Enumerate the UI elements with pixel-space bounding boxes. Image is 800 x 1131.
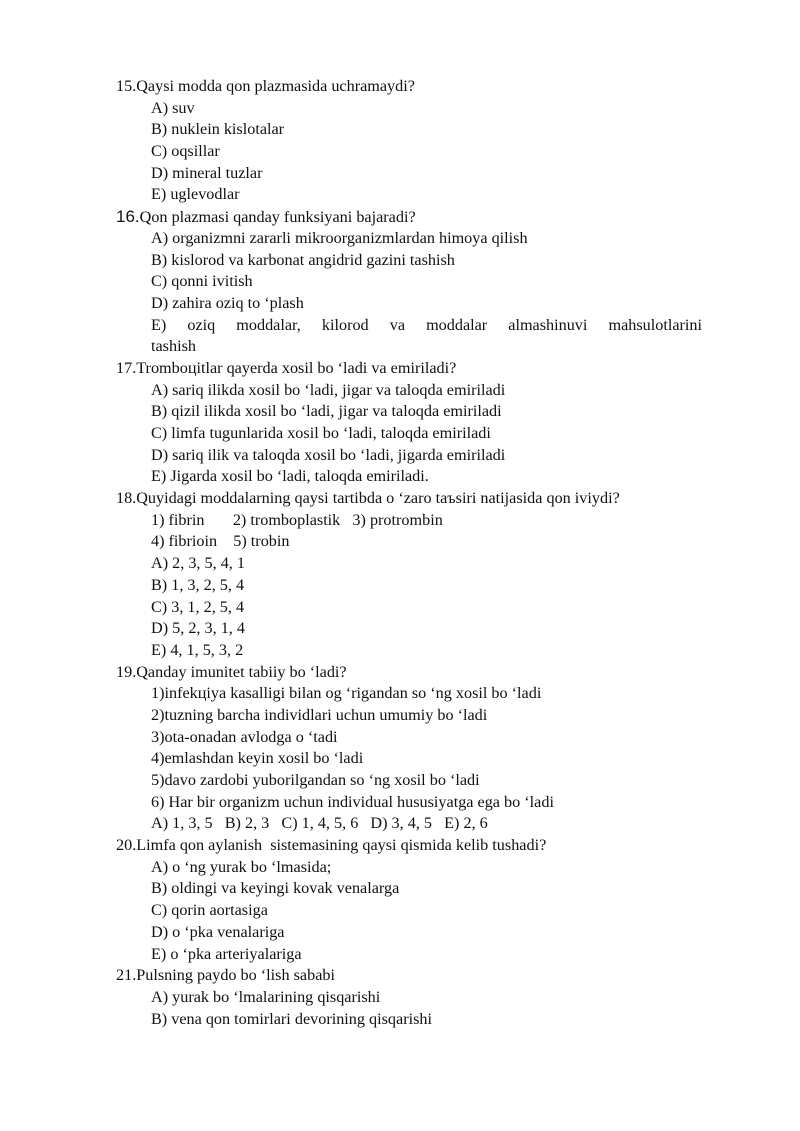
option-line: 4)emlashdan keyin xosil bo ‘ladi xyxy=(151,749,364,768)
question-number: 17. xyxy=(116,358,137,377)
option-line: 6) Har bir organizm uchun individual hususiyatga ega bo ‘ladi xyxy=(151,792,554,811)
option-line: E) Jigarda xosil bo ‘ladi, taloqda emiriladi. xyxy=(151,467,429,486)
option-line: 3)ota-onadan avlodga o ‘tadi xyxy=(151,727,338,746)
option-line: 5)davo zardobi yuborilgandan so ‘ng xosil bo ‘ladi xyxy=(151,771,480,789)
question-21 xyxy=(116,965,702,987)
option-line: A) 1, 3, 5 B) 2, 3 C) 1, 4, 5, 6 D) 3, 4, 5 E) 2, 6 xyxy=(151,814,488,833)
question-number: 21. xyxy=(116,966,137,985)
option-line: E) oziq moddalar, kilorod va moddalar almashinuvi mahsulotlarini xyxy=(151,315,702,334)
option-line: C) 3, 1, 2, 5, 4 xyxy=(151,597,245,616)
option-line: D) zahira oziq to ‘plash xyxy=(151,293,304,312)
option-line: D) mineral tuzlar xyxy=(151,163,263,182)
question-number: 15. xyxy=(116,77,137,95)
option-line: D) sariq ilik va taloqda xosil bo ‘ladi, jigarda emiriladi xyxy=(151,445,506,464)
option-line: 1) fibrin 2) tromboplastik 3) protrombin xyxy=(151,510,443,529)
option-line: 4) fibrioin 5) trobin xyxy=(151,532,290,551)
question-text: Trombоцitlar qayerda xosil bo ‘ladi va emiriladi? xyxy=(136,358,457,377)
question-20 xyxy=(116,835,702,857)
option-line: A) organizmni zararli mikroorganizmlardan himoya qilish xyxy=(151,228,528,247)
question-number: 16. xyxy=(116,207,140,227)
question-15 xyxy=(116,76,702,98)
document-page xyxy=(116,76,702,1030)
option-line: C) oqsillar xyxy=(151,142,220,161)
question-text: Limfa qon aylanish sistemasining qaysi qismida kelib tushadi? xyxy=(136,836,547,855)
question-number: 18. xyxy=(116,489,137,508)
option-line: B) 1, 3, 2, 5, 4 xyxy=(151,575,245,594)
option-line: D) o ‘pka venalariga xyxy=(151,922,285,941)
option-line: B) nuklein kislotalar xyxy=(151,120,285,139)
option-line: A) suv xyxy=(151,98,195,117)
question-text: Qon plazmasi qanday funksiyani bajaradi? xyxy=(139,208,416,227)
option-line: C) qonni ivitish xyxy=(151,272,253,291)
option-line: E) uglevodlar xyxy=(151,185,240,204)
question-text: Pulsning paydo bo ‘lish sababi xyxy=(136,966,335,985)
option-line: A) sariq ilikda xosil bo ‘ladi, jigar va taloqda emiriladi xyxy=(151,380,506,399)
question-text: Quyidagi moddalarning qaysi tartibda o ‘zaro taъsiri natijasida qon iviydi? xyxy=(136,489,620,508)
question-19 xyxy=(116,662,702,684)
option-line: B) kislorod va karbonat angidrid gazini tashish xyxy=(151,250,455,269)
question-16 xyxy=(116,206,702,228)
option-line: E) o ‘pka arteriyalariga xyxy=(151,944,302,963)
option-line: A) 2, 3, 5, 4, 1 xyxy=(151,554,245,573)
option-line: 2)tuzning barcha individlari uchun umumiy bo ‘ladi xyxy=(151,705,488,724)
option-line: C) qorin aortasiga xyxy=(151,901,268,920)
option-line: A) o ‘ng yurak bo ‘lmasida; xyxy=(151,857,332,876)
option-line-continued: tashish xyxy=(151,337,196,356)
option-line: A) yurak bo ‘lmalarining qisqarishi xyxy=(151,987,381,1006)
question-17 xyxy=(116,358,702,380)
question-number: 20. xyxy=(116,836,137,855)
option-line: D) 5, 2, 3, 1, 4 xyxy=(151,619,245,638)
option-line: E) 4, 1, 5, 3, 2 xyxy=(151,640,244,659)
question-number: 19. xyxy=(116,662,137,681)
option-line: B) qizil ilikda xosil bo ‘ladi, jigar va taloqda emiriladi xyxy=(151,402,502,421)
question-text: Qanday imunitet tabiiy bo ‘ladi? xyxy=(136,662,347,681)
option-line: 1)infekцiya kasalligi bilan og ‘rigandan so ‘ng xosil bo ‘ladi xyxy=(151,684,542,703)
question-18 xyxy=(116,488,702,510)
option-line: C) limfa tugunlarida xosil bo ‘ladi, taloqda emiriladi xyxy=(151,424,491,442)
option-line: B) vena qon tomirlari devorining qisqarishi xyxy=(151,1009,432,1028)
option-line: B) oldingi va keyingi kovak venalarga xyxy=(151,879,400,898)
question-text: Qaysi modda qon plazmasida uchramaydi? xyxy=(136,77,415,95)
